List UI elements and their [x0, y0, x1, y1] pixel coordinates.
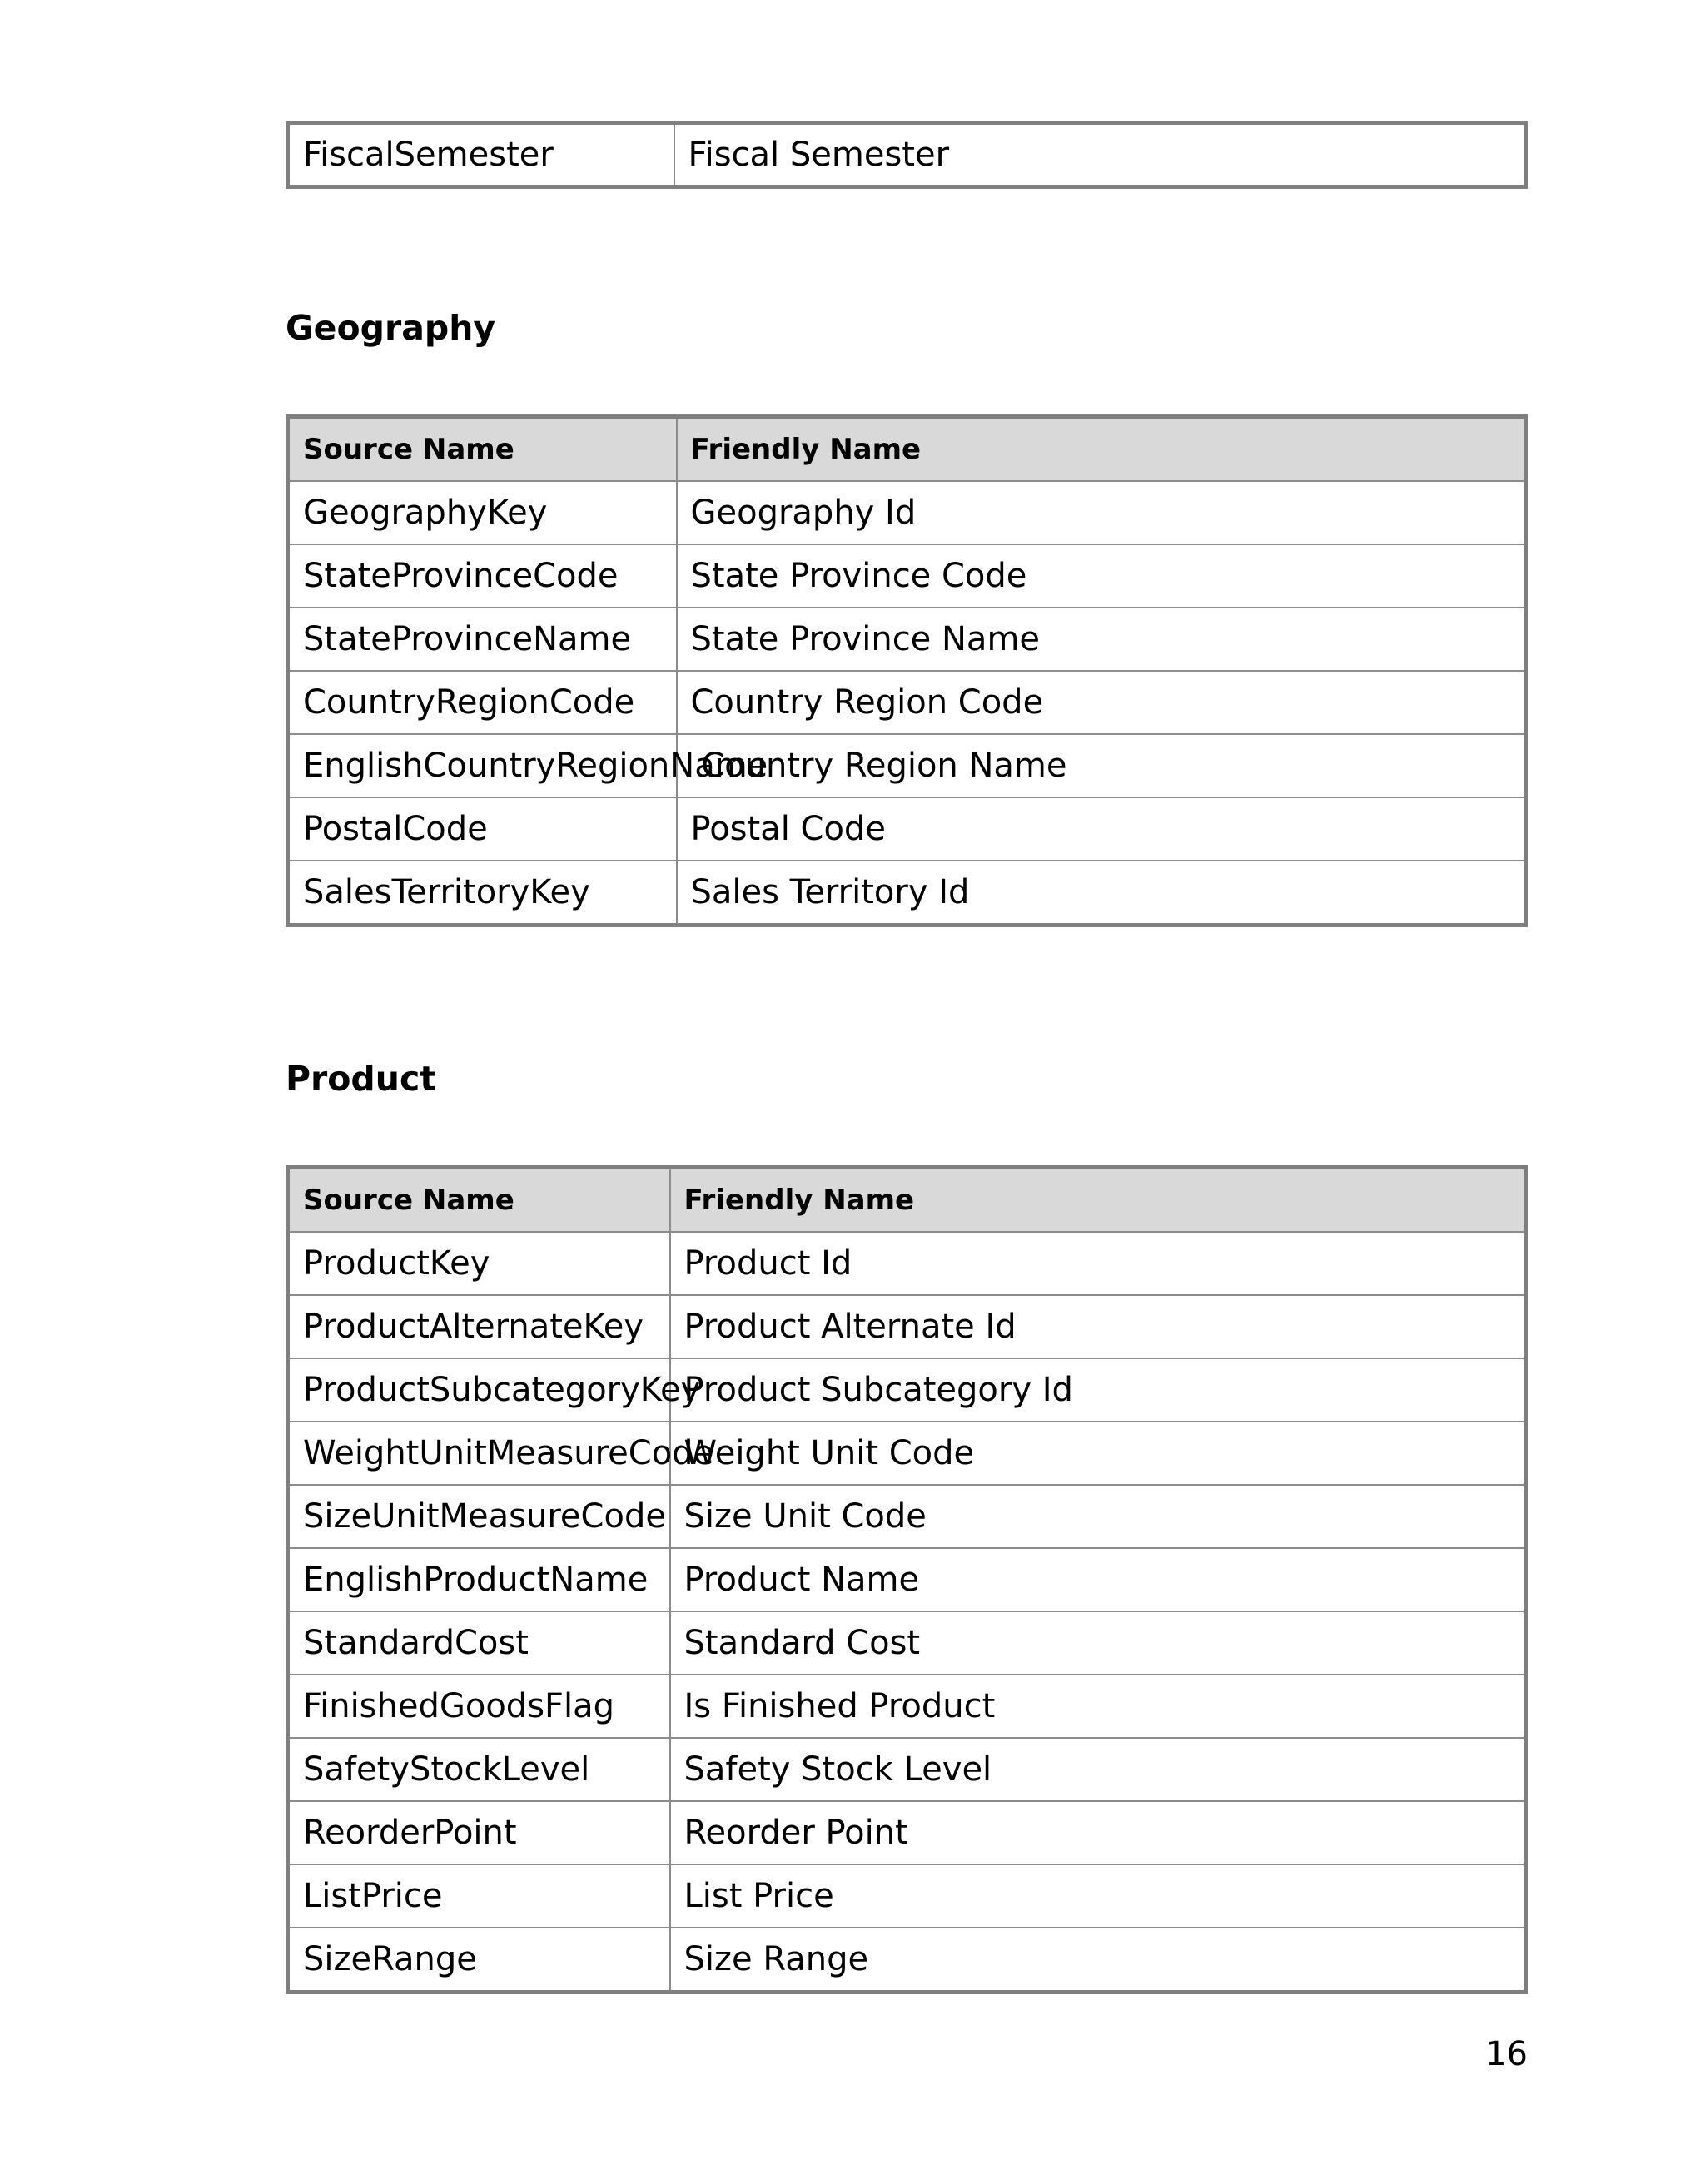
- source-name-cell: FinishedGoodsFlag: [288, 1675, 670, 1738]
- friendly-name-cell: Product Name: [670, 1548, 1526, 1611]
- friendly-name-cell: Is Finished Product: [670, 1675, 1526, 1738]
- table-row: [288, 1358, 1526, 1422]
- friendly-name-cell: List Price: [670, 1864, 1526, 1928]
- source-name-cell: CountryRegionCode: [288, 671, 677, 734]
- friendly-name-cell: Safety Stock Level: [670, 1738, 1526, 1801]
- source-name-cell: SizeUnitMeasureCode: [288, 1485, 670, 1548]
- table-row: [288, 1864, 1526, 1928]
- friendly-name-cell: Reorder Point: [670, 1801, 1526, 1864]
- table-row: [288, 861, 1526, 926]
- friendly-name-cell: Country Region Name: [677, 734, 1526, 797]
- source-name-cell: PostalCode: [288, 797, 677, 861]
- friendly-name-cell: Weight Unit Code: [670, 1422, 1526, 1485]
- friendly-name-cell: Size Unit Code: [670, 1485, 1526, 1548]
- table-header-row: [288, 1168, 1526, 1233]
- source-name-cell: ReorderPoint: [288, 1801, 670, 1864]
- table-row: [288, 1548, 1526, 1611]
- friendly-name-cell: Sales Territory Id: [677, 861, 1526, 926]
- table-row: [288, 1485, 1526, 1548]
- source-name-cell: WeightUnitMeasureCode: [288, 1422, 670, 1485]
- table-row: [288, 481, 1526, 544]
- friendly-name-cell: Country Region Code: [677, 671, 1526, 734]
- friendly-name-cell: Fiscal Semester: [674, 123, 1526, 187]
- table-row: [288, 671, 1526, 734]
- source-name-cell: SafetyStockLevel: [288, 1738, 670, 1801]
- source-name-cell: StandardCost: [288, 1611, 670, 1675]
- table-row: [288, 1232, 1526, 1295]
- source-name-cell: StateProvinceCode: [288, 544, 677, 608]
- friendly-name-header: Friendly Name: [670, 1168, 1526, 1233]
- table-row: [288, 1611, 1526, 1675]
- friendly-name-cell: State Province Code: [677, 544, 1526, 608]
- friendly-name-cell: Product Subcategory Id: [670, 1358, 1526, 1422]
- source-name-cell: ProductKey: [288, 1232, 670, 1295]
- source-name-cell: EnglishCountryRegionName: [288, 734, 677, 797]
- table-row: [288, 1295, 1526, 1358]
- friendly-name-cell: Standard Cost: [670, 1611, 1526, 1675]
- source-name-header: Source Name: [288, 417, 677, 482]
- page-number: 16: [1485, 2035, 1528, 2073]
- friendly-name-cell: Size Range: [670, 1928, 1526, 1993]
- geography-section-title: Geography: [286, 308, 496, 348]
- source-name-cell: ProductSubcategoryKey: [288, 1358, 670, 1422]
- table-row: [288, 1675, 1526, 1738]
- source-name-cell: FiscalSemester: [288, 123, 674, 187]
- product-table: [286, 1165, 1528, 1994]
- source-name-header: Source Name: [288, 1168, 670, 1233]
- friendly-name-cell: Product Alternate Id: [670, 1295, 1526, 1358]
- source-name-cell: ListPrice: [288, 1864, 670, 1928]
- table-row: [288, 1738, 1526, 1801]
- table-row: [288, 1422, 1526, 1485]
- fiscal-continuation-table: [286, 121, 1528, 189]
- table-row: [288, 123, 1526, 187]
- table-row: [288, 734, 1526, 797]
- table-row: [288, 1928, 1526, 1993]
- source-name-cell: EnglishProductName: [288, 1548, 670, 1611]
- source-name-cell: ProductAlternateKey: [288, 1295, 670, 1358]
- friendly-name-header: Friendly Name: [677, 417, 1526, 482]
- source-name-cell: SizeRange: [288, 1928, 670, 1993]
- product-section-title: Product: [286, 1059, 436, 1099]
- table-row: [288, 608, 1526, 671]
- friendly-name-cell: Postal Code: [677, 797, 1526, 861]
- table-row: [288, 1801, 1526, 1864]
- source-name-cell: StateProvinceName: [288, 608, 677, 671]
- table-row: [288, 797, 1526, 861]
- table-header-row: [288, 417, 1526, 482]
- friendly-name-cell: Product Id: [670, 1232, 1526, 1295]
- friendly-name-cell: Geography Id: [677, 481, 1526, 544]
- friendly-name-cell: State Province Name: [677, 608, 1526, 671]
- table-row: [288, 544, 1526, 608]
- source-name-cell: GeographyKey: [288, 481, 677, 544]
- geography-table: [286, 414, 1528, 927]
- source-name-cell: SalesTerritoryKey: [288, 861, 677, 926]
